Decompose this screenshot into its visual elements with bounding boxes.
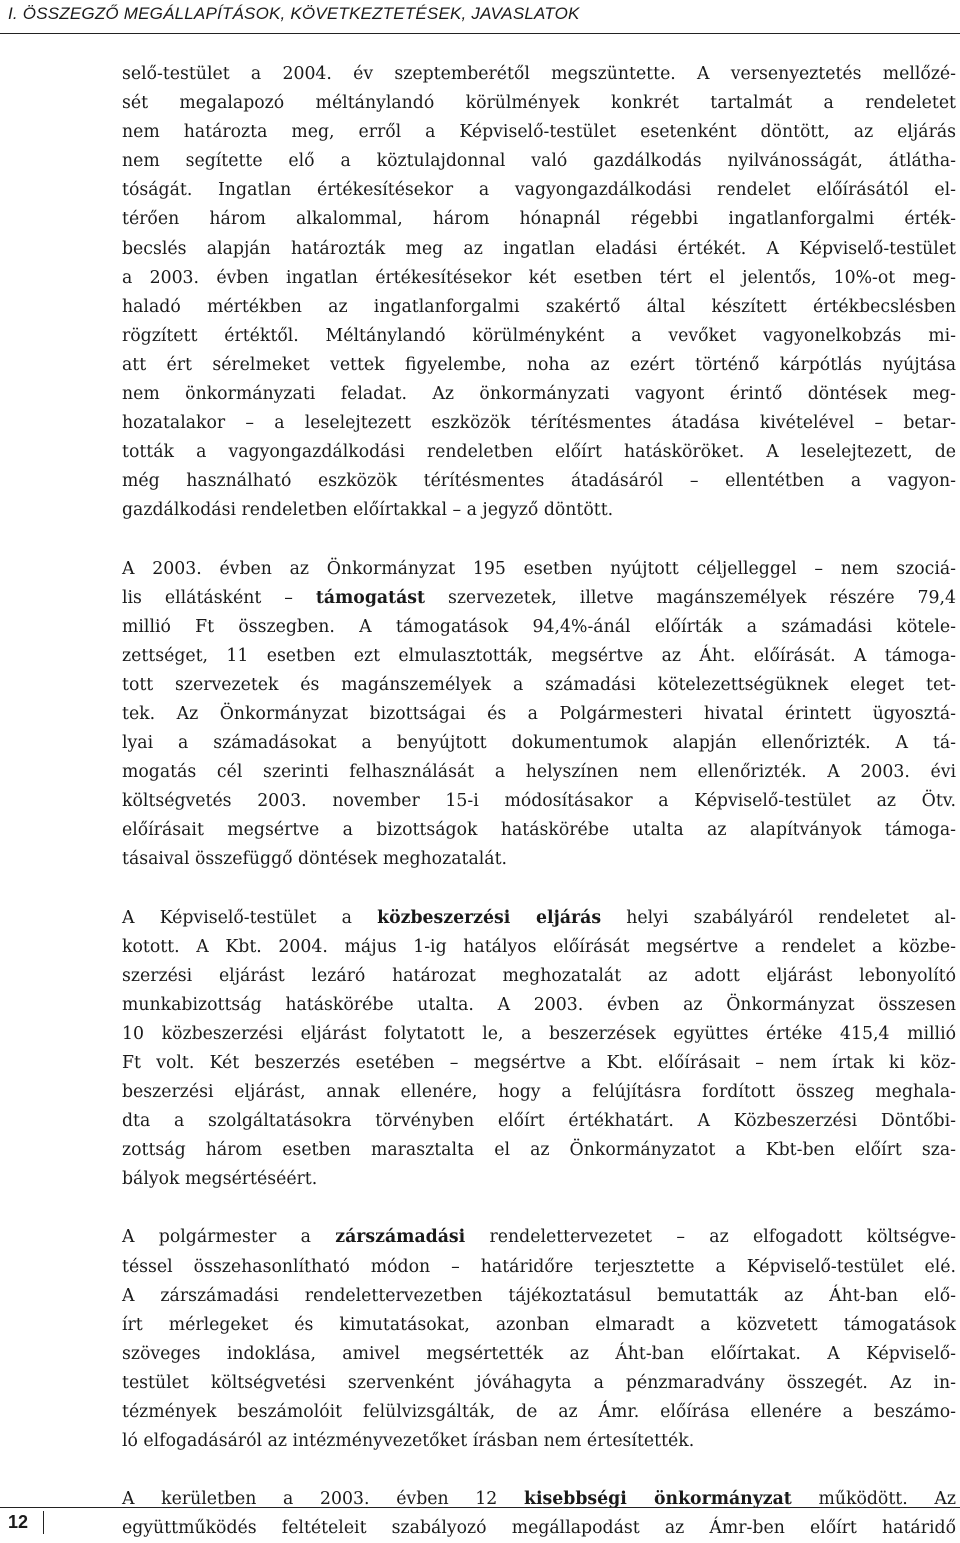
text-run: kotott. A Kbt. 2004. május 1-ig hatályos előírását megsértve a rendelet a közbe-	[122, 936, 956, 957]
text-run: téssel összehasonlítható módon – határidőre terjesztette a Képviselő-testület elé.	[122, 1256, 956, 1277]
text-line	[122, 904, 956, 933]
text-line	[122, 293, 956, 322]
text-run: mogatás cél szerinti felhasználását a helyszínen nem ellenőrizték. A 2003. évi	[122, 762, 956, 783]
bold-keyword: zárszámadási	[335, 1227, 466, 1248]
text-run: 10 közbeszerzési eljárást folytatott le, a beszerzések együttes értéke 415,4 millió	[122, 1023, 956, 1044]
text-run: A 2003. évben az Önkormányzat 195 esetben nyújtott céljelleggel – nem szociá-	[122, 558, 956, 579]
text-line	[122, 1165, 956, 1194]
text-line	[122, 1514, 956, 1543]
text-run: A Képviselő-testület a	[122, 907, 378, 928]
text-run: testület költségvetési szervenként jóváhagyta a pénzmaradvány összegét. Az in-	[122, 1372, 956, 1393]
text-line	[122, 1340, 956, 1369]
text-run: tézmények beszámolóit felülvizsgálták, de az Ámr. előírása ellenére a beszámo-	[122, 1402, 956, 1423]
text-line	[122, 613, 956, 642]
text-run: rendelettervezetet – az elfogadott költségve-	[465, 1227, 956, 1248]
text-run: hozatalakor – a leselejtezett eszközök térítésmentes átadása kivételével – betar-	[122, 413, 956, 434]
text-line	[122, 729, 956, 758]
text-run: tóságát. Ingatlan értékesítésekor a vagyongazdálkodási rendelet előírásától el-	[122, 180, 956, 201]
text-run: még használható eszközök térítésmentes átadásáról – ellentétben a vagyon-	[122, 471, 956, 492]
bold-keyword: kisebbségi önkormányzat	[523, 1489, 792, 1510]
text-line	[122, 816, 956, 845]
text-line	[122, 1311, 956, 1340]
text-run: dta a szolgáltatásokra törvényben előírt értékhatárt. A Közbeszerzési Döntőbi-	[122, 1111, 956, 1132]
text-line	[122, 1136, 956, 1165]
text-run: helyi szabályáról rendeletet al-	[601, 907, 956, 928]
text-line	[122, 1107, 956, 1136]
text-line	[122, 264, 956, 293]
text-line	[122, 1223, 956, 1252]
text-run: gazdálkodási rendeletben előírtakkal – a jegyző döntött.	[122, 500, 614, 521]
text-line	[122, 351, 956, 380]
text-line	[122, 1485, 956, 1514]
text-run: térően három alkalommal, három hónapnál régebbi ingatlanforgalmi érték-	[122, 209, 956, 230]
text-run: nem önkormányzati feladat. Az önkormányzati vagyont érintő döntések meg-	[122, 384, 956, 405]
text-line	[122, 758, 956, 787]
text-line	[122, 642, 956, 671]
text-run: nem segítette elő a köztulajdonnal való gazdálkodás nyilvánosságát, átlátha-	[122, 151, 956, 172]
text-line	[122, 438, 956, 467]
text-run: zottság három esetben marasztalta el az Önkormányzatot a Kbt-ben előírt sza-	[122, 1140, 956, 1161]
text-line	[122, 176, 956, 205]
text-run: működött. Az	[791, 1489, 956, 1510]
chapter-title: I. ÖSSZEGZŐ MEGÁLLAPÍTÁSOK, KÖVETKEZTETÉSEK, JAVASLATOK	[8, 4, 580, 23]
text-line	[122, 962, 956, 991]
bold-keyword: közbeszerzési eljárás	[377, 907, 602, 928]
text-run: beszerzési eljárást, annak ellenére, hogy a felújításra fordított összeg meghala-	[122, 1082, 956, 1103]
paragraph	[122, 904, 956, 1195]
text-run: haladó mértékben az ingatlanforgalmi szakértő által készített értékbecslésben	[122, 296, 956, 317]
text-run: előírásait megsértve a bizottságok hatáskörébe utalta az alapítványok támoga-	[122, 820, 956, 841]
text-line	[122, 235, 956, 264]
bold-keyword: támogatást	[315, 587, 426, 608]
text-run: Ft volt. Két beszerzés esetében – megsértve a Kbt. előírásait – nem írtak ki köz-	[122, 1053, 956, 1073]
paragraph	[122, 60, 956, 526]
text-line	[122, 1020, 956, 1049]
text-line	[122, 1427, 956, 1456]
footer-rule	[0, 1507, 960, 1508]
text-run: becslés alapján határozták meg az ingatlan eladási értékét. A Képviselő-testület	[122, 238, 956, 259]
text-line	[122, 991, 956, 1020]
text-run: millió Ft összegben. A támogatások 94,4%-ánál előírták a számadási kötele-	[122, 616, 956, 637]
header-rule	[0, 33, 960, 34]
paragraph	[122, 1485, 956, 1543]
text-line	[122, 933, 956, 962]
text-run: írt mérlegeket és kimutatásokat, azonban elmaradt a közvetett támogatások	[122, 1314, 956, 1335]
text-line	[122, 409, 956, 438]
text-line	[122, 1369, 956, 1398]
text-run: A kerületben a 2003. évben 12	[122, 1489, 524, 1510]
text-run: szervezetek, illetve magánszemélyek részére 79,4	[425, 587, 956, 608]
text-line	[122, 1282, 956, 1311]
text-line	[122, 1253, 956, 1282]
text-run: bályok megsértéséért.	[122, 1169, 318, 1190]
text-line	[122, 1078, 956, 1107]
text-run: tásaival összefüggő döntések meghozatalát.	[122, 849, 508, 870]
text-run: ló elfogadásáról az intézményvezetőket írásban nem értesítették.	[122, 1431, 695, 1452]
text-run: együttműködés feltételeit szabályozó megállapodást az Ámr-ben előírt határidő	[122, 1518, 956, 1539]
text-run: zettséget, 11 esetben ezt elmulasztották, megsértve az Áht. előírását. A támoga-	[122, 645, 956, 666]
text-run: lyai a számadásokat a benyújtott dokumentumok alapján ellenőrizték. A tá-	[122, 733, 956, 754]
text-run: att ért sérelmeket vettek figyelembe, noha az ezért történő kárpótlás nyújtása	[122, 354, 956, 375]
text-line	[122, 787, 956, 816]
text-run: lis ellátásként –	[122, 587, 316, 608]
running-header	[0, 0, 960, 38]
text-run: szöveges indoklása, amivel megsértették az Áht-ban előírtakat. A Képviselő-	[122, 1343, 956, 1364]
text-line	[122, 89, 956, 118]
paragraph	[122, 555, 956, 875]
text-run: tott szervezetek és magánszemélyek a számadási kötelezettségüknek eleget tet-	[122, 674, 956, 695]
text-line	[122, 700, 956, 729]
text-run: nem határozta meg, erről a Képviselő-testület esetenként döntött, az eljárás	[122, 122, 956, 143]
text-line	[122, 380, 956, 409]
text-line	[122, 322, 956, 351]
text-line	[122, 1398, 956, 1427]
text-line	[122, 845, 956, 874]
text-line	[122, 147, 956, 176]
text-line	[122, 496, 956, 525]
text-line	[122, 1049, 956, 1078]
text-line	[122, 555, 956, 584]
text-line	[122, 60, 956, 89]
paragraph	[122, 1223, 956, 1456]
text-run: A zárszámadási rendelettervezetben tájékoztatásul bemutatták az Áht-ban elő-	[122, 1285, 956, 1306]
text-run: A polgármester a	[122, 1227, 336, 1248]
body-text	[122, 60, 956, 1543]
text-line	[122, 118, 956, 147]
text-line	[122, 467, 956, 496]
text-run: rögzített értéktől. Méltánylandó körülményként a vevőket vagyonelkobzás mi-	[122, 325, 956, 346]
text-line	[122, 205, 956, 234]
page-number: 12	[0, 1511, 44, 1534]
text-run: költségvetés 2003. november 15-i módosításakor a Képviselő-testület az Ötv.	[122, 791, 956, 812]
text-run: sét megalapozó méltánylandó körülmények konkrét tartalmát a rendeletet	[122, 93, 956, 114]
text-line	[122, 671, 956, 700]
text-run: selő-testület a 2004. év szeptemberétől megszüntette. A versenyeztetés mellőzé-	[122, 64, 956, 84]
text-run: tek. Az Önkormányzat bizottságai és a Polgármesteri hivatal érintett ügyosztá-	[122, 703, 956, 724]
text-run: szerzési eljárást lezáró határozat meghozatalát az adott eljárást lebonyolító	[122, 965, 956, 986]
text-run: a 2003. évben ingatlan értékesítésekor két esetben tért el jelentős, 10%-ot meg-	[122, 267, 956, 288]
text-run: tották a vagyongazdálkodási rendeletben előírt hatásköröket. A leselejtezett, de	[122, 442, 956, 463]
text-run: munkabizottság hatáskörébe utalta. A 2003. évben az Önkormányzat összesen	[122, 994, 956, 1015]
text-line	[122, 584, 956, 613]
